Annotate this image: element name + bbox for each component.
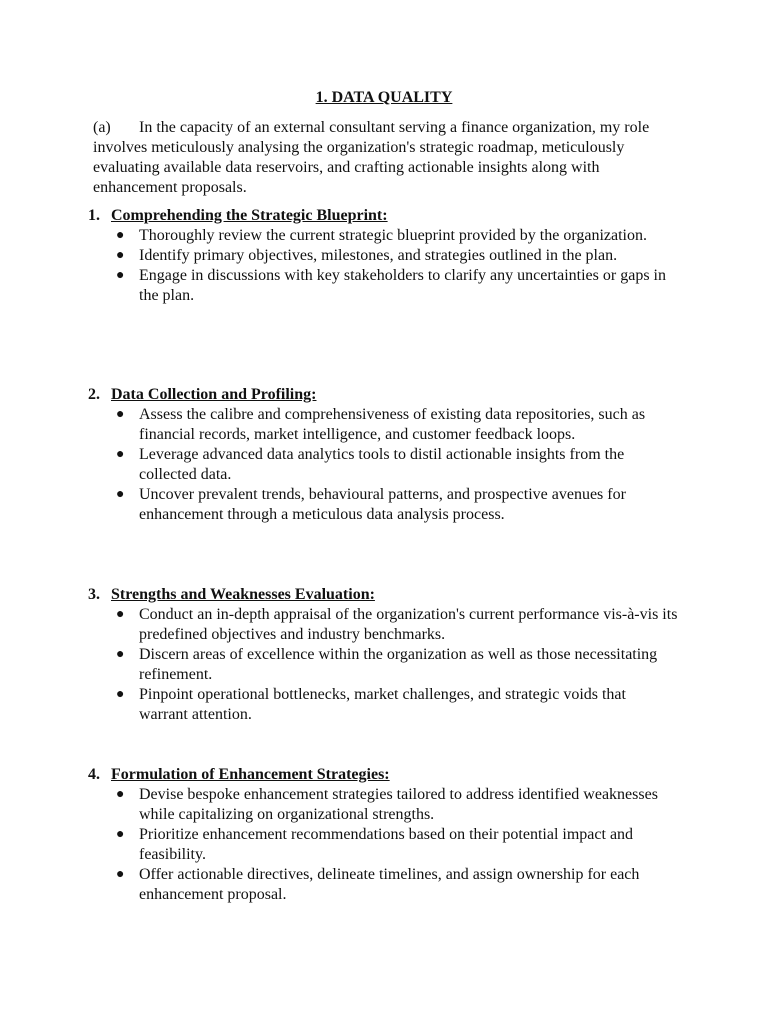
section-title: Formulation of Enhancement Strategies: (111, 766, 390, 783)
list-item (88, 405, 678, 445)
bullet-icon: ● (116, 607, 125, 622)
list-item (88, 485, 678, 525)
intro-marker: (a) (93, 119, 111, 136)
list-item (88, 785, 678, 825)
bullet-list (88, 405, 678, 525)
section-heading (88, 206, 678, 226)
bullet-list (88, 605, 678, 725)
list-item (88, 445, 678, 485)
section-title: Strengths and Weaknesses Evaluation: (111, 586, 375, 603)
list-item-text: Discern areas of excellence within the organization as well as those necessitating refinement. (139, 646, 658, 683)
list-item-text: Engage in discussions with key stakeholders to clarify any uncertainties or gaps in the plan. (139, 267, 666, 304)
list-item-text: Prioritize enhancement recommendations based on their potential impact and feasibility. (139, 826, 634, 863)
list-item (88, 246, 678, 266)
section-heading (88, 385, 678, 405)
bullet-icon: ● (116, 407, 125, 422)
section-number: 1. (88, 207, 100, 224)
section-strategic-blueprint (88, 206, 678, 306)
list-item (88, 226, 678, 246)
section-number: 2. (88, 386, 100, 403)
intro-paragraph (93, 118, 673, 198)
bullet-icon: ● (116, 867, 125, 882)
list-item (88, 685, 678, 725)
list-item-text: Pinpoint operational bottlenecks, market challenges, and strategic voids that warrant attention. (139, 686, 626, 723)
bullet-icon: ● (116, 248, 125, 263)
section-heading (88, 765, 678, 785)
section-number: 4. (88, 766, 100, 783)
section-title: Data Collection and Profiling: (111, 386, 317, 403)
bullet-icon: ● (116, 827, 125, 842)
section-enhancement-strategies (88, 765, 678, 905)
list-item-text: Leverage advanced data analytics tools to distil actionable insights from the collected data. (139, 446, 625, 483)
section-heading (88, 585, 678, 605)
bullet-icon: ● (116, 447, 125, 462)
bullet-icon: ● (116, 787, 125, 802)
list-item-text: Uncover prevalent trends, behavioural patterns, and prospective avenues for enhancement through a meticulous data analysis process. (139, 486, 626, 523)
list-item-text: Devise bespoke enhancement strategies tailored to address identified weaknesses while capitalizing on organizational strengths. (139, 786, 658, 823)
section-data-collection (88, 385, 678, 525)
list-item-text: Offer actionable directives, delineate timelines, and assign ownership for each enhancement proposal. (139, 866, 640, 903)
section-number: 3. (88, 586, 100, 603)
list-item (88, 266, 678, 306)
bullet-icon: ● (116, 268, 125, 283)
list-item-text: Identify primary objectives, milestones, and strategies outlined in the plan. (139, 247, 618, 264)
bullet-list (88, 785, 678, 905)
list-item-text: Conduct an in-depth appraisal of the organization's current performance vis-à-vis its predefined objectives and industry benchmarks. (139, 606, 678, 643)
bullet-icon: ● (116, 487, 125, 502)
list-item-text: Assess the calibre and comprehensiveness of existing data repositories, such as financial records, market intelligence, and customer feedback loops. (139, 406, 646, 443)
list-item-text: Thoroughly review the current strategic blueprint provided by the organization. (139, 227, 647, 244)
bullet-icon: ● (116, 647, 125, 662)
list-item (88, 825, 678, 865)
list-item (88, 865, 678, 905)
intro-text: In the capacity of an external consultant serving a finance organization, my role involves meticulously analysing the organization's strategic roadmap, meticulously evaluating available data reservoirs, and crafting actionable insights along with enhancement proposals. (93, 119, 650, 196)
section-strengths-weaknesses (88, 585, 678, 725)
section-title: Comprehending the Strategic Blueprint: (111, 207, 388, 224)
list-item (88, 605, 678, 645)
list-item (88, 645, 678, 685)
bullet-list (88, 226, 678, 306)
bullet-icon: ● (116, 687, 125, 702)
page-title: 1. DATA QUALITY (315, 89, 453, 106)
bullet-icon: ● (116, 228, 125, 243)
